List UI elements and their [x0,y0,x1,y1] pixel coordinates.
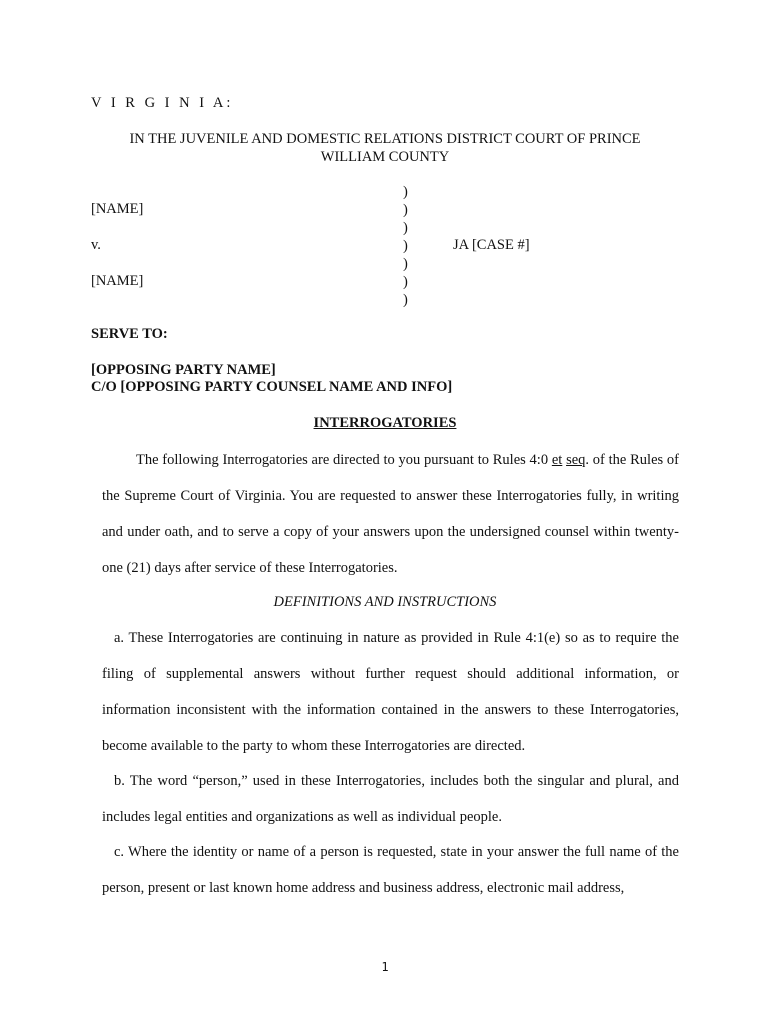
court-heading [0,130,770,166]
instruction-item-b: b. The word “person,” used in these Interrogatories, includes both the singular and plural, and includes legal entities and organizations as well as individual people. [102,773,679,825]
plaintiff-name: [NAME] [91,201,144,217]
serve-to-label: SERVE TO: [91,326,168,342]
caption-parentheses: ) ) ) ) ) ) ) [403,184,408,308]
intro-et: et [551,452,563,468]
instruction-item-a: a. These Interrogatories are continuing in nature as provided in Rule 4:1(e) so as to require the filing of supplemental answers without further request should additional information, or information inconsistent with the information contained in the answers to these Interrogatories, become available to the party to whom these Interrogatories are directed. [102,630,679,754]
defendant-name: [NAME] [91,273,144,289]
opposing-counsel-info: C/O [OPPOSING PARTY COUNSEL NAME AND INFO] [91,379,453,395]
court-heading-line-1: IN THE JUVENILE AND DOMESTIC RELATIONS DISTRICT COURT OF PRINCE [129,131,641,147]
definitions-heading: DEFINITIONS AND INSTRUCTIONS [273,594,497,610]
intro-seq: seq [566,452,586,468]
document-title: INTERROGATORIES [313,415,457,431]
versus-label: v. [91,237,101,253]
intro-paragraph [102,442,679,586]
page-number: 1 [381,960,389,974]
intro-text-1: The following Interrogatories are directed to you pursuant to Rules 4:0 [136,452,552,468]
case-number: JA [CASE #] [453,237,530,253]
instruction-item-c: c. Where the identity or name of a person is requested, state in your answer the full name of the person, present or last known home address and business address, electronic mail address, [102,844,679,896]
intro-text-2: . of the Rules of the Supreme Court of Virginia. You are requested to answer these Interrogatories fully, in writing and under oath, and to serve a copy of your answers upon the undersigned counsel within twenty-one (21) days after service of these Interrogatories. [102,452,679,576]
state-heading: V I R G I N I A: [91,95,234,111]
court-heading-line-2: WILLIAM COUNTY [320,149,450,165]
opposing-party-name: [OPPOSING PARTY NAME] [91,362,276,378]
